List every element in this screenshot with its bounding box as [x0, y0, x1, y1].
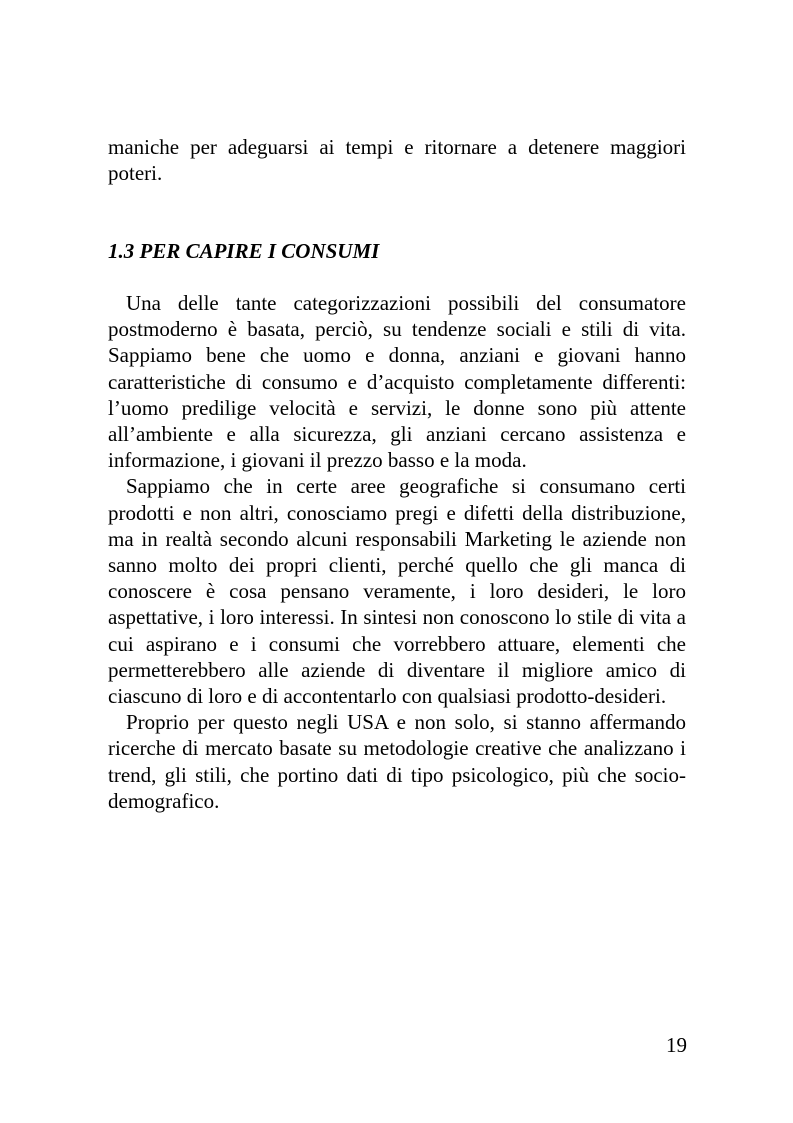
section-heading: 1.3 PER CAPIRE I CONSUMI: [108, 239, 380, 263]
body-paragraph: Una delle tante categorizzazioni possibili del consumatore postmoderno è basata, perciò, su tendenze sociali e stili di vita. Sappiamo bene che uomo e donna, anziani e giovani hanno caratteristiche di consumo e d’acquisto completamente differenti: l’uomo predilige velocità e servizi, le donne sono più attente all’ambiente e alla sicurezza, gli anziani cercano assistenza e informazione, i giovani il prezzo basso e la moda.: [108, 291, 686, 473]
body-paragraph: Proprio per questo negli USA e non solo, si stanno affermando ricerche di mercato basate su metodologie creative che analizzano i trend, gli stili, che portino dati di tipo psicologico, più che socio-demografico.: [108, 710, 686, 813]
page-number: 19: [666, 1033, 687, 1057]
continuation-paragraph: maniche per adeguarsi ai tempi e ritornare a detenere maggiori poteri.: [108, 135, 686, 186]
body-paragraph: Sappiamo che in certe aree geografiche si consumano certi prodotti e non altri, conosciamo pregi e difetti della distribuzione, ma in realtà secondo alcuni responsabili Marketing le aziende non sanno molto dei propri clienti, perché quello che gli manca di conoscere è cosa pensano veramente, i loro desideri, le loro aspettative, i loro interessi. In sintesi non conoscono lo stile di vita a cui aspirano e i consumi che vorrebbero attuare, elementi che permetterebbero alle aziende di diventare il migliore amico di ciascuno di loro e di accontentarlo con qualsiasi prodotto-desideri.: [108, 474, 686, 709]
continuation-text: [108, 134, 686, 186]
section-body: [108, 290, 686, 814]
